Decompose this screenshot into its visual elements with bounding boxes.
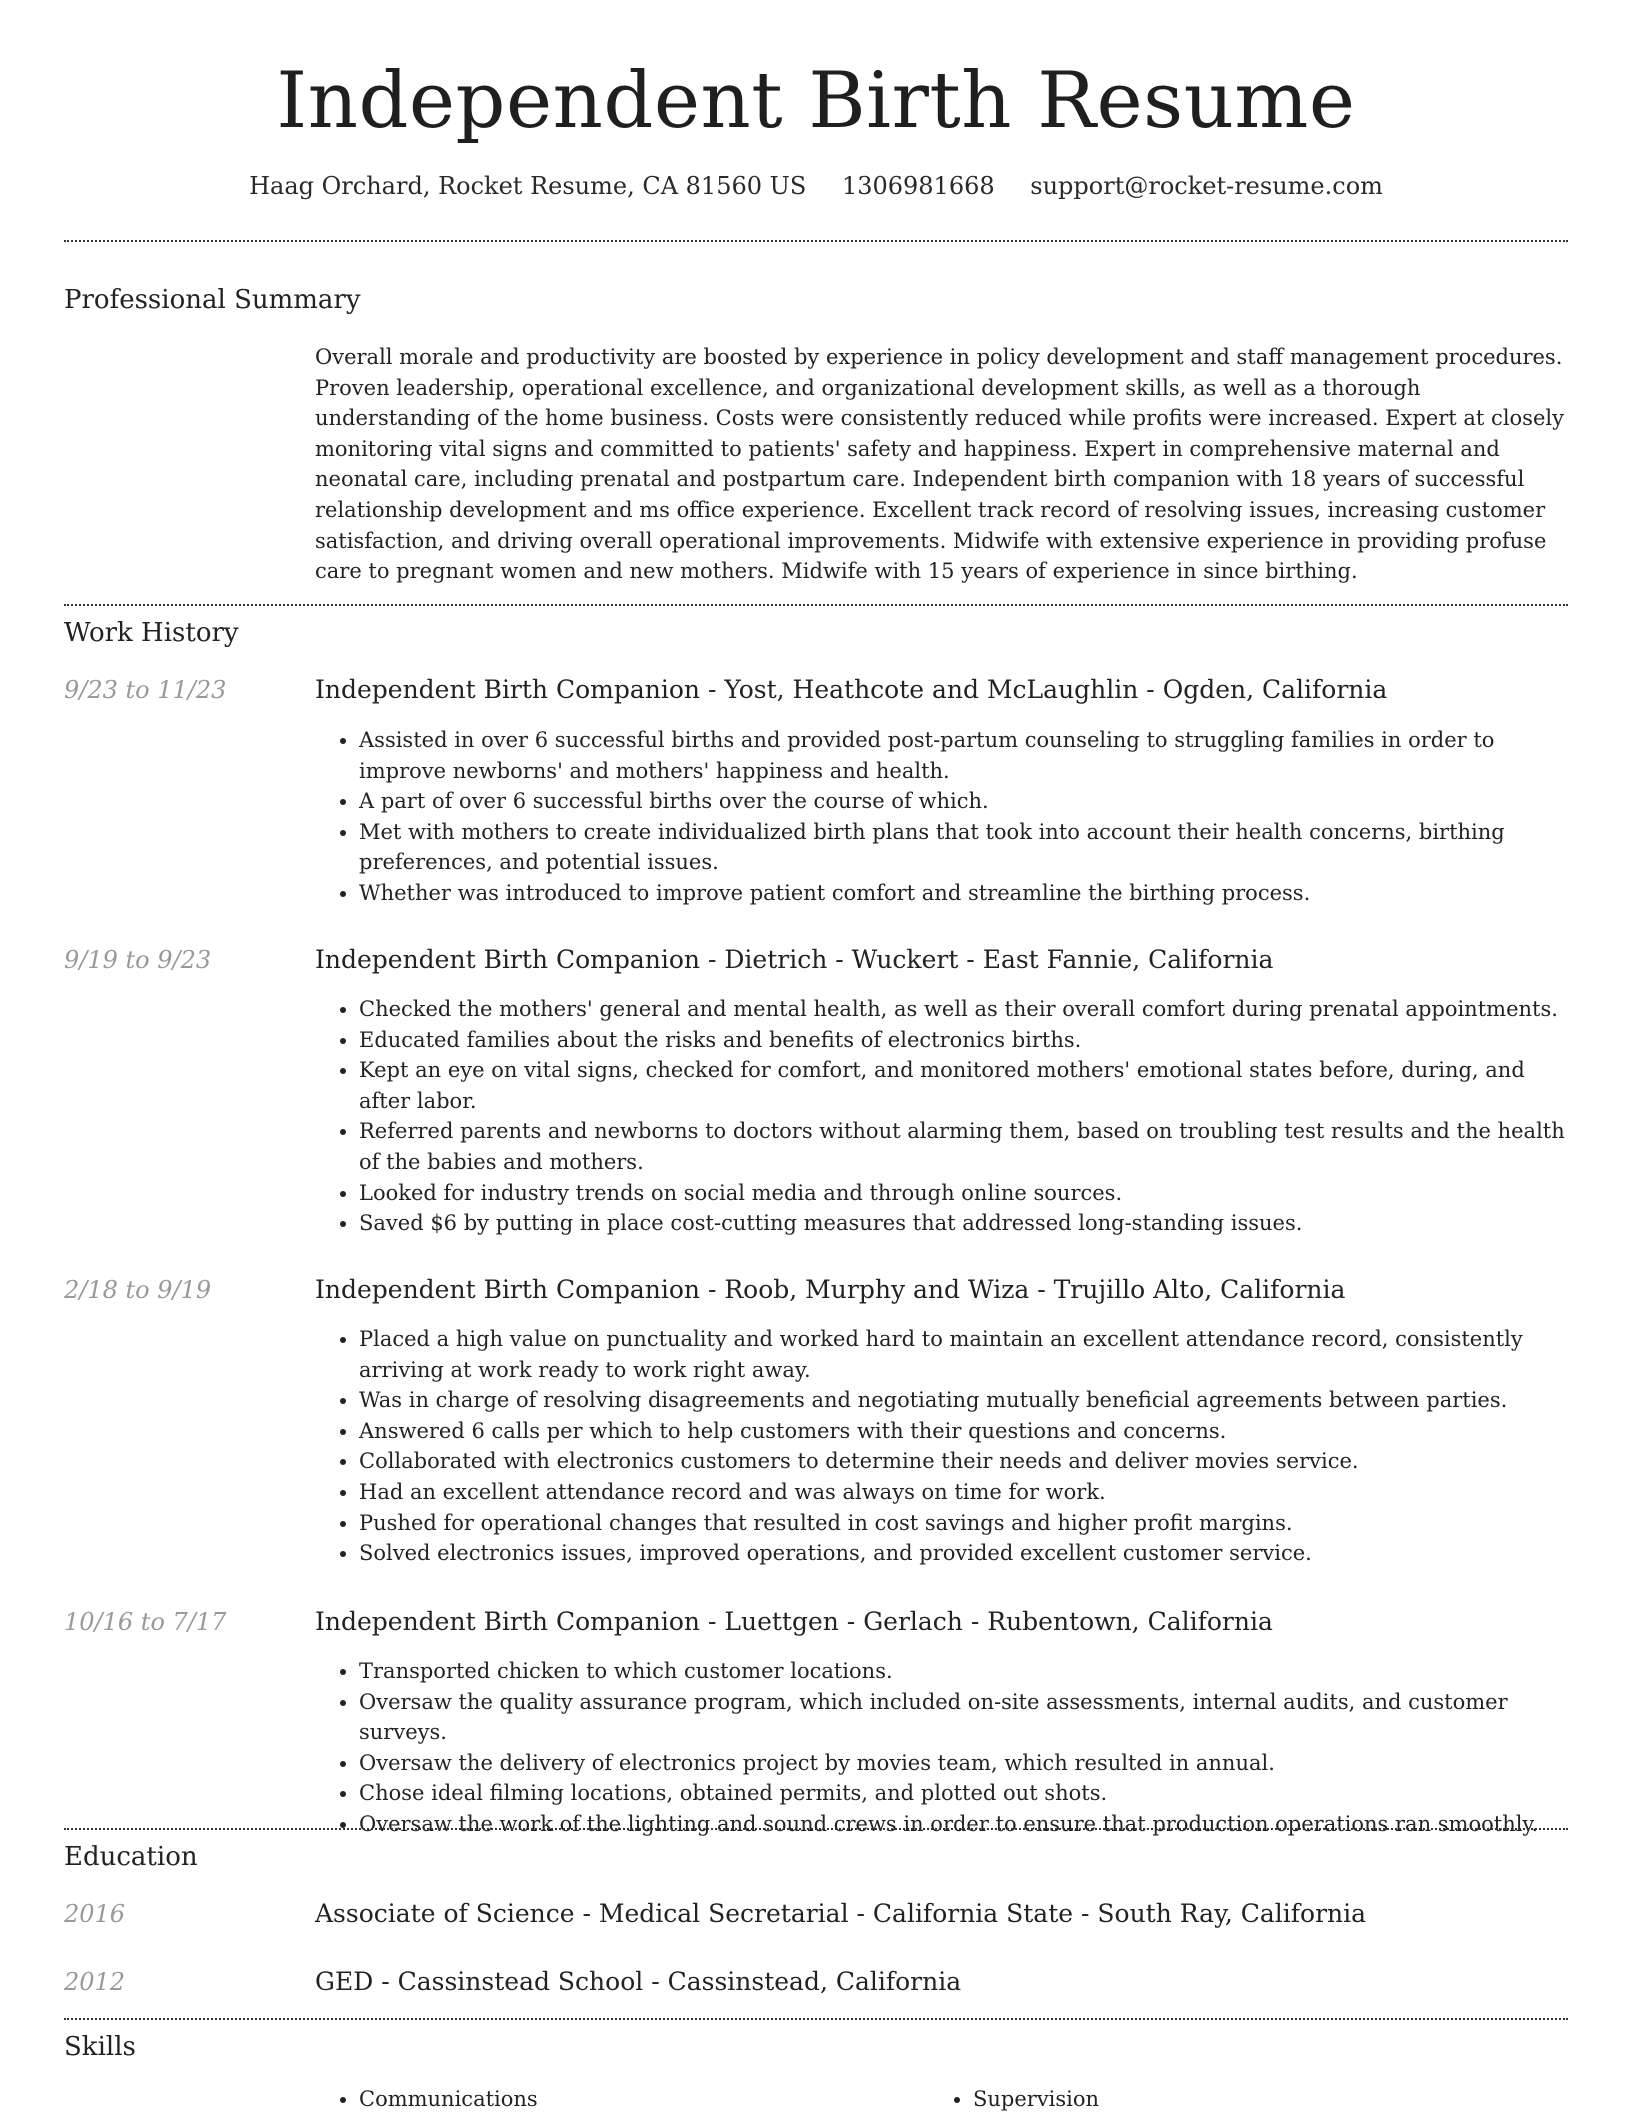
job-dates: 9/19 to 9/23 [64, 946, 212, 974]
skill-item: • Supervision [973, 2084, 1099, 2114]
section-title-education: Education [64, 1842, 198, 1872]
job-bullet: • Oversaw the quality assurance program, which included on-site assessments, internal audits, and customer surveys. [359, 1687, 1565, 1748]
job-bullet: • Chose ideal filming locations, obtained permits, and plotted out shots. [359, 1778, 1565, 1809]
job-title: Independent Birth Companion - Roob, Murphy and Wiza - Trujillo Alto, California [315, 1275, 1346, 1304]
skills-list-right [929, 2084, 1099, 2114]
job-bullets [315, 725, 1565, 909]
job-bullet: • Assisted in over 6 successful births and provided post-partum counseling to struggling families in order to improve newborns' and mothers' happiness and health. [359, 725, 1565, 786]
job-bullet: • Checked the mothers' general and mental health, as well as their overall comfort during prenatal appointments. [359, 994, 1565, 1025]
job-bullet: • Saved $6 by putting in place cost-cutting measures that addressed long-standing issues. [359, 1208, 1565, 1239]
skill-item: • Communications [359, 2084, 538, 2114]
job-bullet: • Educated families about the risks and benefits of electronics births. [359, 1025, 1565, 1056]
job-bullet: • Whether was introduced to improve patient comfort and streamline the birthing process. [359, 878, 1565, 909]
job-bullet: • Oversaw the delivery of electronics project by movies team, which resulted in annual. [359, 1748, 1565, 1779]
job-dates: 10/16 to 7/17 [64, 1608, 227, 1636]
contact-line [0, 170, 1632, 202]
job-bullet: • Met with mothers to create individualized birth plans that took into account their health concerns, birthing preferences, and potential issues. [359, 817, 1565, 878]
skills-list-left [315, 2084, 538, 2114]
section-divider [64, 2018, 1568, 2020]
job-bullets [315, 994, 1565, 1239]
job-bullet: • Transported chicken to which customer locations. [359, 1656, 1565, 1687]
job-dates: 9/23 to 11/23 [64, 676, 227, 704]
contact-address: Haag Orchard, Rocket Resume, CA 81560 US [249, 172, 807, 200]
section-divider [64, 604, 1568, 606]
job-bullets [315, 1656, 1565, 1840]
job-title: Independent Birth Companion - Yost, Heathcote and McLaughlin - Ogden, California [315, 675, 1388, 704]
section-title-work-history: Work History [64, 618, 239, 648]
education-year: 2012 [64, 1968, 126, 1996]
job-title: Independent Birth Companion - Dietrich - Wuckert - East Fannie, California [315, 945, 1274, 974]
job-bullet: • Answered 6 calls per which to help customers with their questions and concerns. [359, 1416, 1565, 1447]
resume-name: Independent Birth Resume [276, 56, 1356, 146]
contact-phone: 1306981668 [841, 172, 995, 200]
job-dates: 2/18 to 9/19 [64, 1276, 212, 1304]
section-title-summary: Professional Summary [64, 285, 361, 315]
education-entry: Associate of Science - Medical Secretarial - California State - South Ray, California [315, 1899, 1367, 1928]
summary-text: Overall morale and productivity are boosted by experience in policy development and staff management procedures. Proven leadership, operational excellence, and organizational development skills, as well as a thorough understanding of the home business. Costs were consistently reduced while profits were increased. Expert at closely monitoring vital signs and committed to patients' safety and happiness. Expert in comprehensive maternal and neonatal care, including prenatal and postpartum care. Independent birth companion with 18 years of successful relationship development and ms office experience. Excellent track record of resolving issues, increasing customer satisfaction, and driving overall operational improvements. Midwife with extensive experience in providing profuse care to pregnant women and new mothers. Midwife with 15 years of experience in since birthing. [315, 345, 1564, 584]
education-year: 2016 [64, 1900, 126, 1928]
job-bullet: • Kept an eye on vital signs, checked for comfort, and monitored mothers' emotional states before, during, and after labor. [359, 1055, 1565, 1116]
job-bullet: • Oversaw the work of the lighting and sound crews in order to ensure that production operations ran smoothly. [359, 1809, 1565, 1840]
contact-email: support@rocket-resume.com [1030, 172, 1383, 200]
job-bullet: • Was in charge of resolving disagreements and negotiating mutually beneficial agreements between parties. [359, 1385, 1565, 1416]
job-bullet: • Referred parents and newborns to doctors without alarming them, based on troubling test results and the health of the babies and mothers. [359, 1116, 1565, 1177]
job-bullet: • Placed a high value on punctuality and worked hard to maintain an excellent attendance record, consistently arriving at work ready to work right away. [359, 1324, 1565, 1385]
section-divider [64, 1828, 1568, 1830]
job-bullet: • A part of over 6 successful births over the course of which. [359, 786, 1565, 817]
job-bullet: • Solved electronics issues, improved operations, and provided excellent customer service. [359, 1538, 1565, 1569]
job-bullet: • Looked for industry trends on social media and through online sources. [359, 1178, 1565, 1209]
job-bullet: • Collaborated with electronics customers to determine their needs and deliver movies service. [359, 1446, 1565, 1477]
section-title-skills: Skills [64, 2032, 136, 2062]
job-bullets [315, 1324, 1565, 1569]
section-divider [64, 240, 1568, 242]
job-title: Independent Birth Companion - Luettgen - Gerlach - Rubentown, California [315, 1607, 1273, 1636]
job-bullet: • Pushed for operational changes that resulted in cost savings and higher profit margins. [359, 1508, 1565, 1539]
job-bullet: • Had an excellent attendance record and was always on time for work. [359, 1477, 1565, 1508]
education-entry: GED - Cassinstead School - Cassinstead, California [315, 1967, 962, 1996]
